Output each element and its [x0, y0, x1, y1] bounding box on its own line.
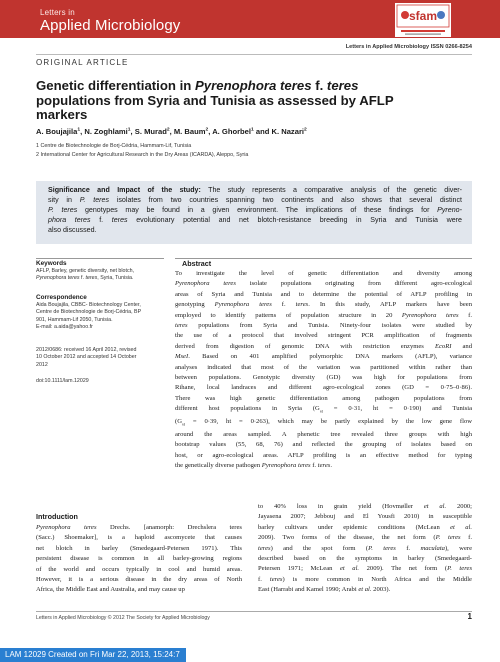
- abstract-line: Rihane, local landraces and different agro-ecological zones (GD = 0·75–0·86).: [175, 384, 472, 392]
- header-divider: [36, 54, 472, 55]
- introduction-right-column: [258, 502, 472, 596]
- title-line: Genetic differentiation in Pyrenophora teres f. teres: [36, 78, 359, 93]
- intro-line: Petersen 1971; McLean et al. 2009). The net form (P. teres: [258, 565, 473, 573]
- creation-stamp: LAM 12029 Created on Fri Mar 22, 2013, 15:24:7: [0, 648, 186, 662]
- intro-line: net blotch in barley (Smedegaard-Petersen 1971). This: [36, 544, 242, 552]
- affiliation-1: 1 Centre de Biotechnologie de Borj-Cédria, Hammam-Lif, Tunisia: [36, 143, 192, 149]
- article-title: [36, 79, 472, 123]
- abstract-line: analyses indicated that most of the variation was partitioned within rather than: [175, 363, 472, 371]
- abstract-text: [175, 269, 472, 471]
- society-logo-icon: [395, 3, 451, 37]
- correspondence-line: Aida Boujajila, CBBC- Biotechnology Center,: [36, 302, 141, 308]
- title-line: markers: [36, 107, 88, 123]
- abstract-line: employed to identify patterns of population structure in 20 Pyrenophora teres f.: [175, 311, 472, 319]
- significance-line: P. teres genotypes may be found in a given environment. The implications of these findings for Pyreno-: [48, 206, 462, 214]
- intro-line: teres) and the spot form (P. teres f. maculata), were: [258, 544, 472, 552]
- author-name: M. Baum: [173, 127, 206, 136]
- keywords-heading: Keywords: [36, 260, 67, 267]
- abstract-line: To investigate the level of genetic differentiation and diversity among: [175, 270, 472, 277]
- abstract-line: teres populations from Syria and Tunisia. Ninety-four isolates were studied by: [175, 322, 472, 330]
- abstract-line: host, or agro-ecological areas. AFLP profiling is an effective method for typing: [175, 451, 472, 459]
- affiliation-2: 2 International Center for Agricultural Research in the Dry Areas (ICARDA), Aleppo, Syria: [36, 152, 249, 158]
- significance-line: phora teres f. teres evolutionary potential and net blotch-resistance breeding in Syria and Tunisia were: [48, 216, 462, 224]
- significance-line: also discussed.: [48, 226, 97, 234]
- abstract-heading: Abstract: [182, 259, 212, 268]
- keywords-line: AFLP, Barley, genetic diversity, net blotch,: [36, 268, 135, 274]
- intro-line: of the world and occurs typically in cool and humid areas.: [36, 565, 242, 573]
- abstract-line: areas of Syria and Tunisia and to determine the potential of AFLP profiling in: [175, 290, 472, 298]
- correspondence-heading: Correspondence: [36, 294, 87, 301]
- article-doi: doi:10.1111/lam.12029: [36, 378, 89, 384]
- intro-line: 2009). Two forms of the disease, the net form (P. teres f.: [258, 534, 473, 542]
- abstract-line: bootstrap values (55, 68, 76) and reflected the grouping of isolates based on: [175, 441, 472, 449]
- keywords-text: [36, 268, 164, 283]
- keywords-divider: [36, 258, 164, 259]
- abstract-line: MseI. Based on 401 amplified polymorphic DNA markers (AFLP), variance: [175, 353, 472, 361]
- author-name: A. Ghorbel: [212, 127, 252, 136]
- keywords-line: Pyrenophora teres f. teres, Syria, Tunisia.: [36, 275, 134, 282]
- intro-line: (Sacc.) Shoemaker], is a haploid ascomycete that causes: [36, 534, 242, 542]
- abstract-line: derived from digestion of genomic DNA with restriction enzymes EcoRI and: [175, 342, 473, 350]
- intro-line: Africa, the Middle East and Australia, and may cause up: [36, 586, 185, 594]
- author-name: K. Nazari: [271, 127, 305, 136]
- correspondence-line: E-mail: a.aida@yahoo.fr: [36, 323, 93, 330]
- introduction-heading: Introduction: [36, 512, 78, 521]
- abstract-line: ($G_{st} = 0\cdot 39$, ht = 0·263), which may be partly explained by the low gene flow: [175, 418, 472, 427]
- journal-name: Applied Microbiology: [40, 17, 181, 34]
- significance-text: [48, 185, 462, 235]
- introduction-left-column: [36, 523, 242, 596]
- abstract-line: different host populations in Syria ($G_{st} = 0\cdot 31$, ht = 0·190) and Tunisia: [175, 405, 472, 414]
- intro-line: Jayasena 2007; Jebbouj and El Yousfi 2010) in susceptible: [258, 513, 472, 521]
- correspondence-line: Centre de Biotechnologie de Borj-Cédria, BP: [36, 309, 142, 316]
- article-dates: [36, 347, 164, 369]
- dates-line: 2012/0686: received 16 April 2012, revised: [36, 347, 137, 353]
- author-list: A. Boujajila$^1$, N. Zoghlami$^1$, S. Murad$^2$, M. Baum$^2$, A. Ghorbel$^1$ and K. Nazari$^2$: [36, 127, 307, 136]
- abstract-line: the genetically diverse pathogen Pyrenophora teres f. teres.: [175, 461, 332, 469]
- dates-line: 10 October 2012 and accepted 14 October: [36, 354, 137, 361]
- correspondence-text: [36, 302, 164, 331]
- intro-line: persistent disease is common in all barley-growing regions: [36, 555, 242, 563]
- abstract-line: genotyping Pyrenophora teres f. teres. In this study, AFLP markers have been: [175, 301, 472, 309]
- abstract-divider: [175, 258, 472, 259]
- abstract-line: between populations. Genotypic diversity (GD) was high for populations from: [175, 374, 472, 382]
- intro-line: East (Harrabi and Kamel 1990; Arabi et al. 2003).: [258, 586, 391, 594]
- footer-divider: [36, 611, 472, 612]
- article-type-label: ORIGINAL ARTICLE: [36, 58, 129, 67]
- page-number: 1: [467, 612, 472, 621]
- author-name: A. Boujajila: [36, 127, 78, 136]
- author-name: S. Murad: [134, 127, 167, 136]
- journal-name-small: Letters in: [40, 8, 75, 17]
- dates-line: 2012: [36, 361, 48, 368]
- abstract-line: Pyrenophora teres isolate populations originating from different agro-ecological: [175, 280, 472, 288]
- significance-line: Significance and Impact of the study: The study represents a comparative analysis of the genetic diver-: [48, 186, 462, 194]
- intro-line: to 40% loss in grain yield (Hovmøller et al. 2000;: [258, 503, 473, 510]
- abstract-line: the use of a protocol that involved stringent PCR amplification of fragments: [175, 332, 472, 340]
- footer-copyright: Letters in Applied Microbiology © 2012 The Society for Applied Microbiology: [36, 615, 210, 621]
- intro-line: Pyrenophora teres Drechs. [anamorph: Drechslera teres: [36, 524, 242, 531]
- abstract-line: around the areas sampled. A phenetic tree revealed three groups with high: [175, 430, 472, 438]
- title-line: populations from Syria and Tunisia as assessed by AFLP: [36, 92, 394, 108]
- issn-line: Letters in Applied Microbiology ISSN 0266-8254: [345, 44, 472, 50]
- abstract-line: There was high genetic differentiation among pathogen populations from: [175, 394, 472, 402]
- society-logo-text: sfam: [408, 9, 438, 23]
- correspondence-line: 901, Hammam-Lif 2050, Tunisia.: [36, 316, 113, 323]
- significance-line: sity in P. teres isolates from two countries spanning two continents and also shows that several distinct: [48, 196, 462, 204]
- intro-line: f. teres) is more common in North Africa and the Middle: [258, 575, 472, 583]
- intro-line: barley cultivars under epidemic conditions (McLean et al.: [258, 523, 472, 531]
- author-name: N. Zoghlami: [84, 127, 128, 136]
- intro-line: However, it is a serious disease in the dry areas of North: [36, 576, 242, 584]
- intro-line: described based on the symptoms in barley (Smedegaard-: [258, 555, 472, 563]
